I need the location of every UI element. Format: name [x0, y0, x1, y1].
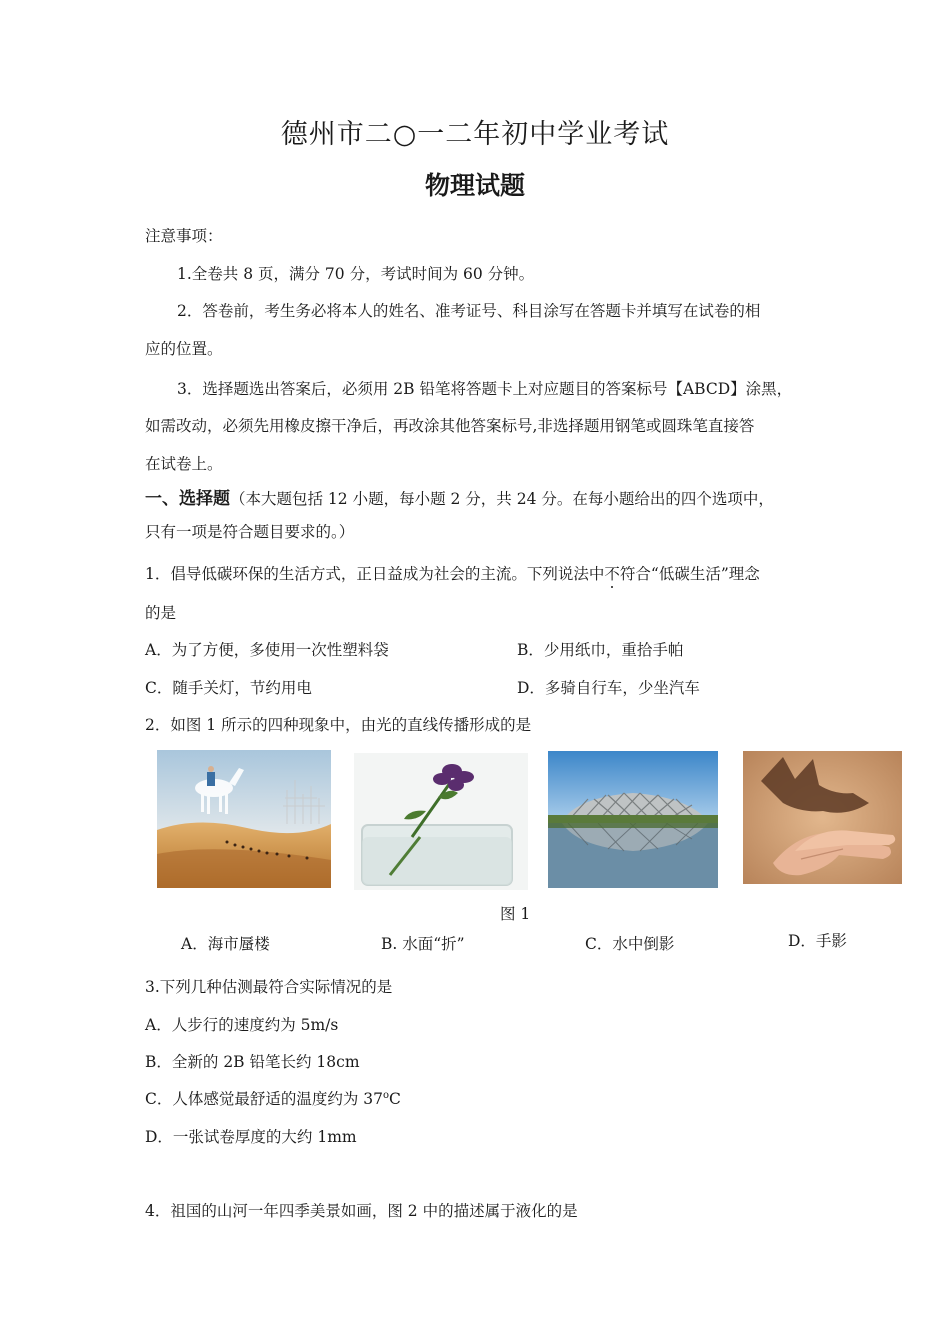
q3-option-c — [145, 1087, 401, 1109]
figure-mirage-image — [157, 750, 331, 888]
notice-item-3-line-3: 在试卷上。 — [145, 455, 223, 473]
section-1-line-1 — [145, 484, 774, 509]
q1-option-d: D．多骑自行车，少坐汽车 — [517, 679, 700, 697]
q3-option-b: B．全新的 2B 铅笔长约 18cm — [145, 1053, 360, 1071]
q3-option-d: D．一张试卷厚度的大约 1mm — [145, 1128, 357, 1146]
figure-hand-shadow-image — [743, 751, 902, 884]
q3-option-c-degree: o — [383, 1089, 390, 1101]
notice-item-3-line-1: 3．选择题选出答案后，必须用 2B 铅笔将答题卡上对应题目的答案标号【ABCD】涂黑， — [177, 380, 793, 398]
subject-title: 物理试题 — [424, 171, 525, 200]
q3-option-c-text: C．人体感觉最舒适的温度约为 37 — [145, 1090, 384, 1108]
q1-option-c: C．随手关灯，节约用电 — [145, 679, 312, 697]
q3-option-a: A．人步行的速度约为 5m/s — [145, 1016, 339, 1034]
figure-reflection-image — [548, 751, 718, 888]
notice-heading: 注意事项： — [145, 227, 223, 245]
figure-1-label: 图 1 — [500, 905, 531, 923]
q3-option-c-unit: C — [389, 1090, 401, 1108]
notice-item-2-line-1: 2．答卷前，考生务必将本人的姓名、准考证号、科目涂写在答题卡并填写在试卷的相 — [177, 302, 761, 320]
section-1-heading: 一、选择题 — [145, 489, 230, 509]
exam-title: 德州市二○一二年初中学业考试 — [280, 119, 670, 150]
q1-stem-fuhe: 符合 — [619, 565, 651, 583]
notice-item-3-line-2: 如需改动，必须先用橡皮擦干净后，再改涂其他答案标号,非选择题用钢笔或圆珠笔直接答 — [145, 417, 755, 435]
figure-refraction-image — [354, 753, 528, 890]
q2-caption-c: C．水中倒影 — [585, 935, 675, 953]
section-1-desc-1: （本大题包括 12 小题，每小题 2 分，共 24 分。在每小题给出的四个选项中， — [230, 490, 774, 508]
notice-item-1: 1.全卷共 8 页，满分 70 分，考试时间为 60 分钟。 — [177, 265, 535, 283]
q1-stem — [145, 562, 760, 584]
q4-stem: 4．祖国的山河一年四季美景如画，图 2 中的描述属于液化的是 — [145, 1202, 578, 1220]
notice-item-2-line-2: 应的位置。 — [145, 340, 223, 358]
q3-stem: 3.下列几种估测最符合实际情况的是 — [145, 978, 393, 996]
q1-option-b: B．少用纸巾，重拾手帕 — [517, 641, 684, 659]
section-1-desc-2: 只有一项是符合题目要求的。） — [145, 523, 355, 541]
q2-caption-a: A．海市蜃楼 — [181, 935, 270, 953]
q2-caption-d: D．手影 — [788, 932, 847, 950]
q2-stem: 2．如图 1 所示的四种现象中，由光的直线传播形成的是 — [145, 716, 532, 734]
q1-stem-line-2: 的是 — [145, 604, 177, 622]
q2-caption-b: B. 水面“折” — [381, 935, 465, 953]
q1-stem-b: “低碳生活”理念 — [650, 565, 760, 583]
q1-option-a: A．为了方便，多使用一次性塑料袋 — [145, 641, 389, 659]
q1-stem-a: 1．倡导低碳环保的生活方式，正日益成为社会的主流。下列说法中 — [145, 565, 605, 583]
q1-emphasis-not: 不 — [604, 565, 620, 583]
